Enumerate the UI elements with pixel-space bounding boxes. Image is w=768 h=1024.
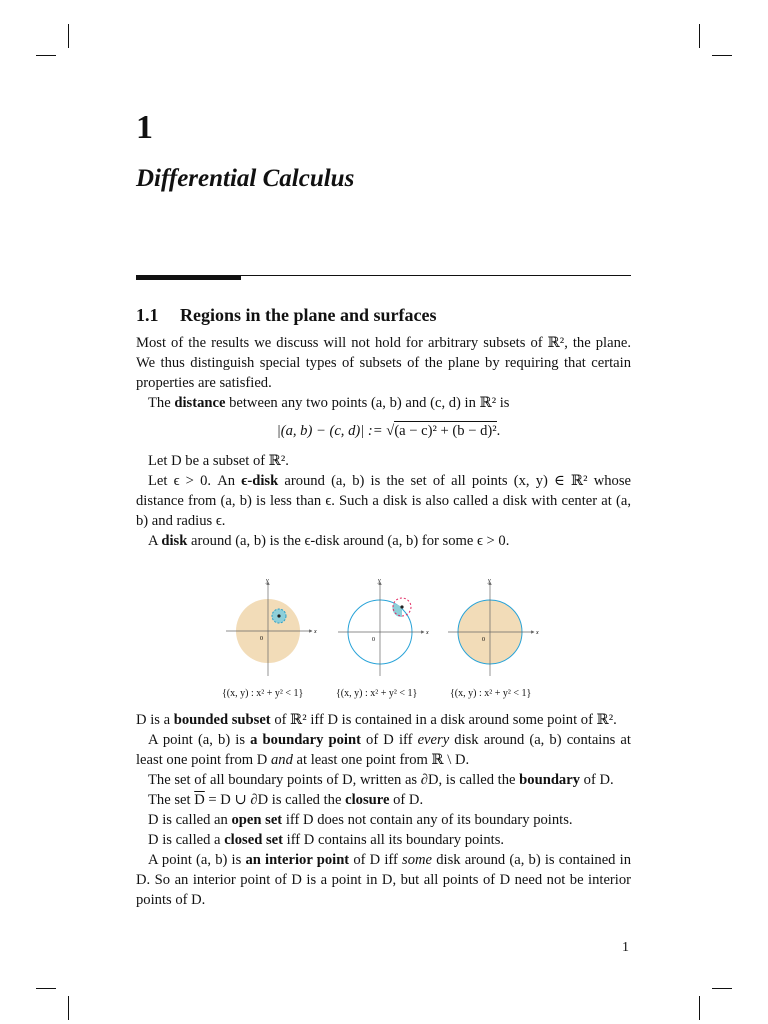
reals-squared: ℝ²	[479, 395, 497, 411]
figure-panel-2	[338, 578, 429, 676]
chapter-rule-accent	[136, 275, 241, 280]
disk-paragraph	[136, 531, 631, 551]
open-set-pre: D is called an	[148, 812, 228, 828]
chapter-title: Differential Calculus	[136, 165, 355, 192]
bp-em1: every	[417, 732, 450, 748]
distance-post: between any two points (a, b) and (c, d) in	[229, 395, 476, 411]
interior-pre: A point (a, b) is	[148, 852, 242, 868]
distance-paragraph	[136, 393, 631, 413]
distance-equation	[136, 421, 631, 441]
figure-panel-3	[448, 578, 539, 676]
open-set-paragraph	[136, 810, 631, 830]
crop-mark-br-h	[712, 988, 732, 989]
closed-set-post: iff D contains all its boundary points.	[286, 832, 505, 848]
interior-term: an interior point	[245, 852, 350, 868]
closure-pre: The set	[148, 792, 191, 808]
closed-set-paragraph	[136, 830, 631, 850]
boundary-post: of D.	[583, 772, 614, 788]
bp-post: at least one point from ℝ \ D.	[296, 752, 470, 768]
edisk-term: ϵ-disk	[241, 473, 279, 489]
edisk-mid: around (a, b) is the set of all points (x, y) ∈	[284, 473, 565, 489]
crop-mark-tr-h	[712, 55, 732, 56]
bounded-end: .	[613, 712, 617, 728]
page-number: 1	[622, 940, 629, 955]
interior-paragraph	[136, 850, 631, 910]
crop-mark-br-v	[699, 996, 700, 1020]
edisk-paragraph	[136, 471, 631, 531]
bp-pre: A point (a, b) is	[148, 732, 246, 748]
bounded-post: iff D is contained in a disk around some point of	[310, 712, 593, 728]
open-set-post: iff D does not contain any of its boundary points.	[285, 812, 573, 828]
intro-text: Most of the results we discuss will not hold for arbitrary subsets of	[136, 335, 543, 351]
closure-symbol: $\overline{D}$	[194, 792, 205, 808]
edisk-post: whose distance from (a, b) is less than ϵ. Such a disk is also called a disk with center at (a, b) and radius ϵ.	[136, 473, 631, 529]
disk-figure	[226, 576, 552, 684]
reals-squared: ℝ²	[290, 712, 307, 728]
equation-end: .	[496, 423, 501, 439]
distance-post2: is	[499, 395, 510, 411]
closed-set-pre: D is called a	[148, 832, 221, 848]
intro-text-end: , the plane. We thus distinguish special types of subsets of the plane by requiring that certain properties are satisfied.	[136, 335, 631, 391]
bp-mid: of D iff	[366, 732, 413, 748]
crop-mark-bl-h	[36, 988, 56, 989]
closure-mid: = D ∪ ∂D is called the	[208, 792, 342, 808]
letD-post: .	[285, 453, 289, 469]
bounded-mid: of	[274, 712, 287, 728]
closed-set-term: closed set	[224, 832, 283, 848]
bounded-paragraph	[136, 710, 631, 730]
crop-mark-tl-v	[68, 24, 69, 48]
bounded-pre: D is a	[136, 712, 171, 728]
disk-term: disk	[161, 533, 188, 549]
letD-paragraph	[136, 451, 631, 471]
bp-mid2: disk around (a, b) contains at least one point from D	[136, 732, 631, 768]
interior-mid: of D iff	[353, 852, 398, 868]
crop-mark-tr-v	[699, 24, 700, 48]
open-set-term: open set	[231, 812, 283, 828]
chapter-number: 1	[136, 109, 153, 146]
y-axis-label: y	[378, 578, 381, 584]
reals-squared: ℝ²	[596, 712, 614, 728]
bounded-term: bounded subset	[173, 712, 271, 728]
equation-radicand: (a − c)² + (b − d)²	[394, 423, 497, 439]
reals-squared: ℝ²	[268, 453, 286, 469]
reals-squared: ℝ²	[571, 473, 588, 489]
crop-mark-bl-v	[68, 996, 69, 1020]
text-block-lower	[136, 710, 631, 910]
figure-caption-3: {(x, y) : x² + y² < 1}	[450, 688, 532, 699]
distance-term: distance	[174, 395, 226, 411]
disk-pre: A	[148, 533, 158, 549]
disk-post: around (a, b) is the ϵ-disk around (a, b) for some ϵ > 0.	[191, 533, 510, 549]
section-heading	[136, 302, 437, 328]
figure-caption-2: {(x, y) : x² + y² < 1}	[336, 688, 418, 699]
origin-label: 0	[372, 637, 375, 643]
origin-label: 0	[482, 637, 485, 643]
text-block-upper	[136, 333, 631, 551]
interior-post: disk around (a, b) is contained in D. So an interior point of D is a point in D, but all points of D need not be interior points of D.	[136, 852, 631, 908]
x-axis-label: x	[314, 629, 317, 635]
boundary-point-paragraph	[136, 730, 631, 770]
boundary-point-term: a boundary point	[250, 732, 361, 748]
reals-squared: ℝ²	[547, 335, 565, 351]
x-axis-label: x	[536, 630, 539, 636]
closure-term: closure	[345, 792, 390, 808]
boundary-pre: The set of all boundary points of D, written as ∂D, is called the	[148, 772, 516, 788]
sqrt-symbol: √	[386, 423, 395, 439]
figure-panel-1	[226, 578, 317, 676]
origin-label: 0	[260, 636, 263, 642]
y-axis-label: y	[488, 578, 491, 584]
y-axis-label: y	[266, 578, 269, 584]
x-axis-label: x	[426, 630, 429, 636]
edisk-pre: Let ϵ > 0. An	[148, 473, 236, 489]
boundary-term: boundary	[519, 772, 581, 788]
distance-pre: The	[148, 395, 171, 411]
section-title: Regions in the plane and surfaces	[180, 305, 437, 325]
interior-em: some	[402, 852, 433, 868]
section-number: 1.1	[136, 305, 159, 325]
boundary-paragraph	[136, 770, 631, 790]
bp-em2: and	[270, 752, 293, 768]
figure-caption-1: {(x, y) : x² + y² < 1}	[222, 688, 304, 699]
equation-lhs: |(a, b) − (c, d)| :=	[276, 423, 383, 439]
crop-mark-tl-h	[36, 55, 56, 56]
letD-pre: Let D be a subset of	[148, 453, 266, 469]
intro-paragraph	[136, 333, 631, 393]
closure-paragraph	[136, 790, 631, 810]
closure-post: of D.	[393, 792, 424, 808]
